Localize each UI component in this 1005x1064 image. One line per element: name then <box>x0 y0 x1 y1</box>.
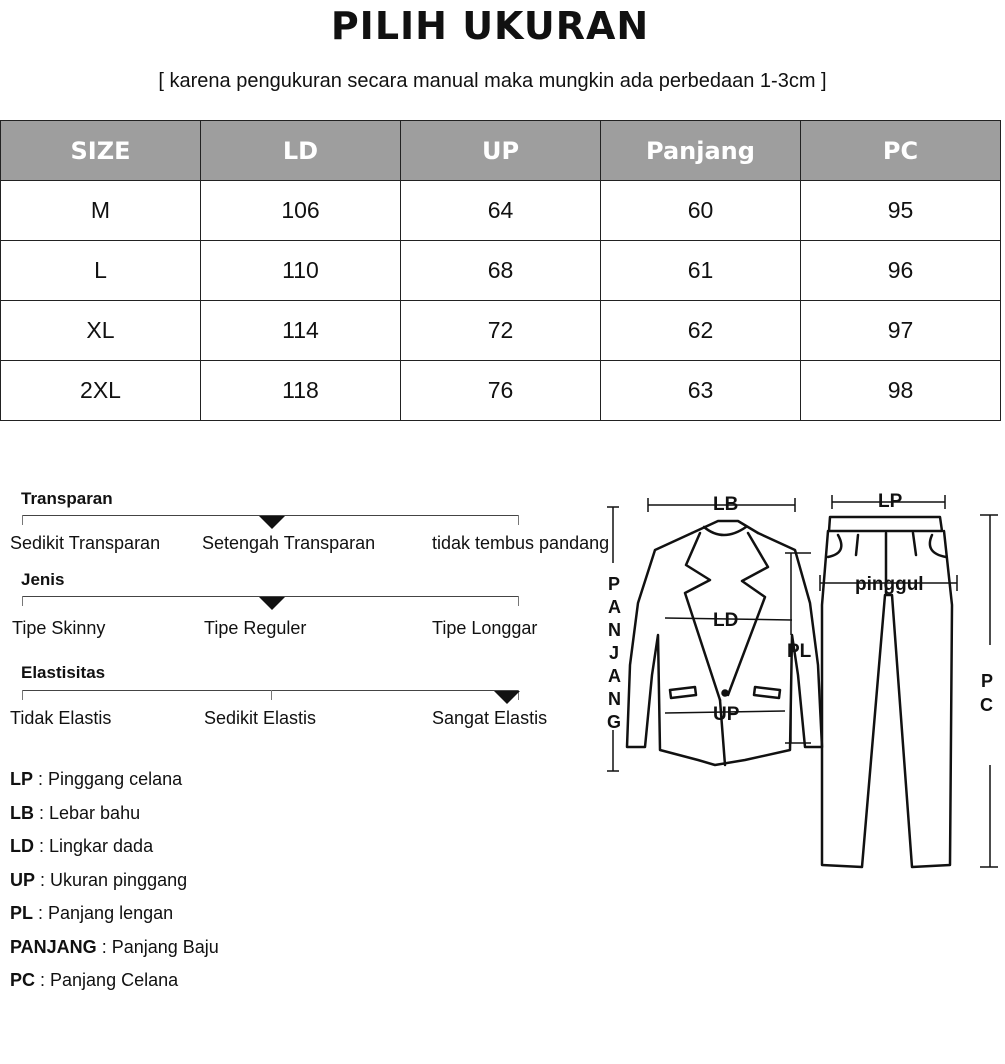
cell-pc: 98 <box>801 361 1001 421</box>
scale-label: Jenis <box>21 570 65 589</box>
scale-jenis <box>0 570 620 640</box>
table-row <box>1 361 1001 421</box>
cell-size: M <box>1 181 201 241</box>
cell-up: 68 <box>401 241 601 301</box>
cell-size: 2XL <box>1 361 201 421</box>
scale-elastisitas <box>0 663 620 733</box>
legend-item <box>10 869 219 903</box>
legend-key: LP <box>10 769 34 789</box>
cell-ld: 110 <box>201 241 401 301</box>
legend-item <box>10 969 219 1003</box>
label-up: UP <box>713 704 740 725</box>
legend-text: : Panjang Celana <box>35 970 179 990</box>
cell-up: 72 <box>401 301 601 361</box>
trousers-illustration-icon <box>822 517 952 867</box>
legend-text: : Ukuran pinggang <box>35 869 188 890</box>
label-pc-letter: P <box>981 671 994 691</box>
scale-option: Setengah Transparan <box>202 533 376 553</box>
size-chart-table <box>0 120 1001 421</box>
table-row <box>1 241 1001 301</box>
scale-label: Elastisitas <box>21 663 106 682</box>
cell-panjang: 63 <box>601 361 801 421</box>
selected-marker-icon <box>259 597 285 610</box>
label-pc-letter: C <box>980 695 993 715</box>
legend-text: : Lingkar dada <box>34 836 154 856</box>
header-ld: LD <box>201 121 401 181</box>
header-pc: PC <box>801 121 1001 181</box>
label-pinggul: pinggul <box>855 574 924 595</box>
selected-marker-icon <box>494 691 520 704</box>
scale-option: Tipe Skinny <box>12 618 106 638</box>
cell-panjang: 61 <box>601 241 801 301</box>
cell-ld: 118 <box>201 361 401 421</box>
cell-up: 76 <box>401 361 601 421</box>
scale-option: Sedikit Elastis <box>204 708 317 728</box>
legend-item <box>10 802 219 836</box>
legend-key: PL <box>10 903 34 923</box>
label-lp: LP <box>878 491 903 512</box>
cell-size: XL <box>1 301 201 361</box>
cell-panjang: 60 <box>601 181 801 241</box>
cell-up: 64 <box>401 181 601 241</box>
scale-option: Sedikit Transparan <box>10 533 161 553</box>
table-header-row <box>1 121 1001 181</box>
scale-tick <box>22 690 23 700</box>
scale-tick <box>518 515 519 525</box>
label-panjang-letter: G <box>607 712 622 732</box>
scale-option: Tidak Elastis <box>10 708 112 728</box>
scale-option: Tipe Reguler <box>204 618 307 638</box>
label-panjang-letter: N <box>608 689 621 709</box>
legend-text: : Panjang lengan <box>33 903 174 923</box>
label-lb: LB <box>713 494 739 515</box>
measurement-note: [ karena pengukuran secara manual maka mungkin ada perbedaan 1-3cm ] <box>158 70 827 92</box>
scale-option: Sangat Elastis <box>432 708 548 728</box>
legend-key: PC <box>10 970 36 990</box>
header-up: UP <box>401 121 601 181</box>
measurement-legend <box>10 768 219 1003</box>
label-panjang-letter: P <box>608 574 621 594</box>
cell-pc: 95 <box>801 181 1001 241</box>
scale-tick <box>518 596 519 606</box>
scale-tick <box>22 596 23 606</box>
legend-text: : Panjang Baju <box>96 936 219 957</box>
scale-tick <box>271 690 272 700</box>
legend-key: LB <box>10 802 34 823</box>
table-row <box>1 181 1001 241</box>
page-title: PILIH UKURAN <box>330 4 650 48</box>
garment-measurement-diagram <box>600 485 1005 1005</box>
cell-pc: 96 <box>801 241 1001 301</box>
legend-item <box>10 936 219 970</box>
legend-item <box>10 902 219 936</box>
scale-label: Transparan <box>21 489 113 508</box>
scale-transparan <box>0 489 620 559</box>
scale-tick <box>22 515 23 525</box>
cell-pc: 97 <box>801 301 1001 361</box>
cell-ld: 114 <box>201 301 401 361</box>
scale-option: Tipe Longgar <box>432 618 538 638</box>
label-panjang-letter: N <box>608 620 621 640</box>
header-panjang: Panjang <box>601 121 801 181</box>
label-panjang-letter: A <box>608 597 621 617</box>
legend-item <box>10 768 219 802</box>
legend-key: PANJANG <box>10 936 97 957</box>
header-size: SIZE <box>1 121 201 181</box>
cell-ld: 106 <box>201 181 401 241</box>
label-ld: LD <box>713 610 739 631</box>
label-panjang-letter: J <box>609 643 620 663</box>
label-pl: PL <box>787 641 812 662</box>
legend-item <box>10 835 219 869</box>
scale-option: tidak tembus pandang <box>432 533 610 553</box>
label-panjang-letter: A <box>608 666 621 686</box>
legend-text: : Pinggang celana <box>33 769 183 789</box>
table-row <box>1 301 1001 361</box>
legend-key: UP <box>10 869 36 890</box>
legend-text: : Lebar bahu <box>34 802 141 823</box>
cell-size: L <box>1 241 201 301</box>
legend-key: LD <box>10 836 34 856</box>
cell-panjang: 62 <box>601 301 801 361</box>
selected-marker-icon <box>259 516 285 529</box>
